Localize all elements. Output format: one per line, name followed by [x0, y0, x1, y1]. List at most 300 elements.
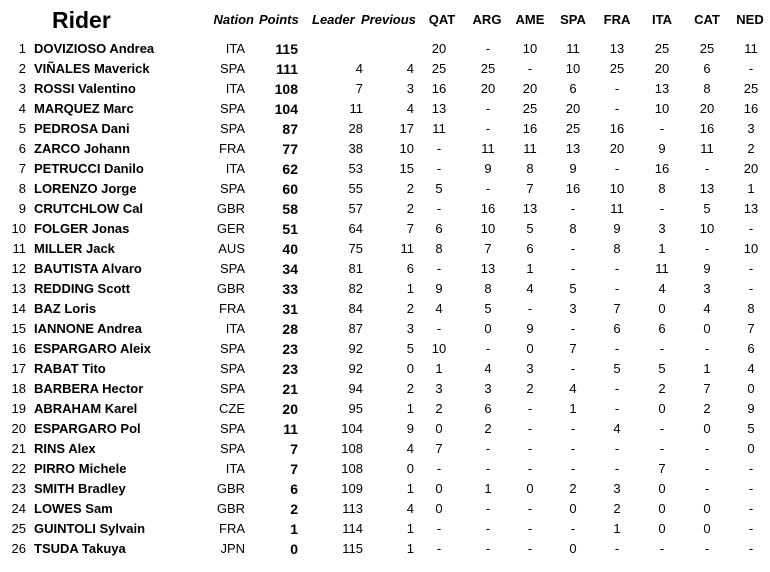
race-points-cell: 20: [480, 81, 496, 96]
leader-gap-cell: 113: [342, 501, 363, 516]
previous-gap-cell: 4: [406, 441, 414, 456]
race-points-cell: 0: [526, 481, 534, 496]
table-row: [0, 439, 770, 459]
race-points-cell: 9: [703, 261, 711, 276]
position-cell: 26: [11, 541, 26, 556]
race-points-cell: -: [748, 521, 754, 536]
race-points-cell: -: [570, 521, 576, 536]
race-points-cell: -: [614, 541, 620, 556]
race-points-cell: 1: [703, 361, 711, 376]
race-points-cell: 2: [658, 381, 666, 396]
race-points-cell: 9: [435, 281, 443, 296]
race-points-cell: 9: [569, 161, 577, 176]
race-points-cell: 25: [609, 61, 625, 76]
race-points-cell: -: [748, 501, 754, 516]
race-points-cell: -: [614, 161, 620, 176]
race-points-cell: 8: [526, 161, 534, 176]
race-points-cell: -: [436, 261, 442, 276]
rider-name-cell: RINS Alex: [34, 441, 96, 456]
leader-gap-cell: 4: [355, 61, 363, 76]
race-points-cell: 2: [569, 481, 577, 496]
previous-gap-cell: 1: [406, 541, 414, 556]
race-points-cell: 1: [569, 401, 577, 416]
race-points-cell: -: [436, 201, 442, 216]
table-row: [0, 379, 770, 399]
previous-gap-cell: 4: [406, 501, 414, 516]
race-points-cell: 0: [703, 321, 711, 336]
race-points-cell: 10: [609, 181, 625, 196]
position-cell: 18: [11, 381, 26, 396]
points-cell: 2: [290, 501, 298, 517]
nation-cell: FRA: [219, 521, 245, 536]
points-cell: 7: [290, 461, 298, 477]
race-points-cell: 10: [480, 221, 496, 236]
leader-gap-cell: 82: [348, 281, 363, 296]
race-points-cell: -: [704, 161, 710, 176]
race-points-cell: -: [436, 461, 442, 476]
table-row: [0, 39, 770, 59]
table-row: [0, 419, 770, 439]
race-points-cell: -: [485, 521, 491, 536]
race-points-cell: 11: [566, 41, 580, 56]
table-row: [0, 179, 770, 199]
rider-name-cell: ESPARGARO Pol: [34, 421, 141, 436]
leader-gap-cell: 108: [341, 461, 363, 476]
position-cell: 13: [11, 281, 26, 296]
race-points-cell: -: [570, 361, 576, 376]
points-cell: 11: [283, 421, 298, 437]
leader-gap-cell: 92: [348, 341, 363, 356]
race-points-cell: 4: [484, 361, 492, 376]
race-points-cell: 16: [743, 101, 759, 116]
position-cell: 7: [18, 161, 26, 176]
race-points-cell: -: [485, 41, 491, 56]
race-points-cell: 16: [565, 181, 581, 196]
table-row: [0, 279, 770, 299]
nation-cell: SPA: [219, 261, 245, 276]
leader-gap-cell: 115: [342, 541, 363, 556]
rider-name-cell: LOWES Sam: [34, 501, 113, 516]
rider-name-cell: PETRUCCI Danilo: [34, 161, 144, 176]
rider-name-cell: VIÑALES Maverick: [34, 61, 150, 76]
leader-gap-cell: [318, 39, 363, 59]
race-points-cell: 20: [743, 161, 759, 176]
leader-gap-cell: 104: [341, 421, 363, 436]
race-points-cell: -: [748, 481, 754, 496]
race-points-cell: -: [570, 321, 576, 336]
previous-gap-cell: 2: [406, 381, 414, 396]
rider-name-cell: BAZ Loris: [34, 301, 97, 316]
race-points-cell: -: [748, 221, 754, 236]
race-points-cell: 5: [435, 181, 443, 196]
race-points-cell: 10: [699, 221, 715, 236]
nation-cell: SPA: [219, 121, 245, 136]
leader-gap-cell: 64: [348, 221, 363, 236]
race-points-cell: 8: [435, 241, 443, 256]
points-cell: 1: [290, 521, 298, 537]
table-row: [0, 259, 770, 279]
race-points-cell: -: [704, 541, 710, 556]
leader-gap-cell: 57: [348, 201, 363, 216]
race-points-cell: -: [704, 241, 710, 256]
race-points-cell: 8: [569, 221, 577, 236]
race-points-cell: -: [614, 381, 620, 396]
points-cell: 28: [282, 321, 298, 337]
race-points-cell: 7: [747, 321, 755, 336]
rider-name-cell: ABRAHAM Karel: [34, 401, 138, 416]
race-points-cell: 9: [484, 161, 492, 176]
points-cell: 115: [275, 41, 298, 57]
points-cell: 40: [282, 241, 298, 257]
race-points-cell: -: [659, 441, 665, 456]
race-points-cell: 0: [658, 501, 666, 516]
previous-gap-cell: 1: [406, 521, 414, 536]
nation-cell: SPA: [219, 381, 245, 396]
race-points-cell: 3: [569, 301, 577, 316]
points-cell: 62: [282, 161, 298, 177]
race-points-cell: 6: [435, 221, 443, 236]
race-points-cell: 0: [658, 521, 666, 536]
race-points-cell: -: [659, 421, 665, 436]
table-row: [0, 119, 770, 139]
points-cell: 7: [290, 441, 298, 457]
rider-name-cell: PIRRO Michele: [34, 461, 127, 476]
race-points-cell: 1: [613, 521, 621, 536]
race-points-cell: 6: [703, 61, 711, 76]
race-points-cell: -: [436, 541, 442, 556]
race-points-cell: 3: [747, 121, 755, 136]
position-cell: 17: [11, 361, 26, 376]
race-points-cell: 9: [526, 321, 534, 336]
race-points-cell: 20: [431, 41, 447, 56]
race-points-cell: 11: [432, 121, 446, 136]
points-cell: 77: [282, 141, 298, 157]
race-points-cell: -: [527, 461, 533, 476]
race-points-cell: 25: [522, 101, 538, 116]
leader-gap-cell: 114: [342, 521, 363, 536]
nation-cell: GBR: [216, 481, 245, 496]
race-points-cell: 25: [743, 81, 759, 96]
position-cell: 23: [11, 481, 26, 496]
race-points-cell: -: [527, 541, 533, 556]
rider-name-cell: MARQUEZ Marc: [34, 101, 134, 116]
nation-cell: AUS: [218, 241, 245, 256]
race-points-cell: 0: [569, 541, 577, 556]
race-points-cell: 10: [743, 241, 759, 256]
race-points-cell: -: [485, 441, 491, 456]
table-row: [0, 539, 770, 559]
race-points-cell: -: [436, 321, 442, 336]
race-points-cell: 0: [703, 521, 711, 536]
race-points-cell: 0: [569, 501, 577, 516]
race-points-cell: 8: [484, 281, 492, 296]
previous-gap-cell: 0: [406, 461, 414, 476]
previous-gap-cell: 2: [406, 181, 414, 196]
race-points-cell: 4: [703, 301, 711, 316]
nation-cell: SPA: [219, 361, 245, 376]
position-cell: 11: [12, 241, 26, 256]
previous-gap-cell: 3: [406, 81, 414, 96]
race-points-cell: 2: [747, 141, 755, 156]
nation-cell: SPA: [219, 101, 245, 116]
position-cell: 25: [11, 521, 26, 536]
position-cell: 22: [11, 461, 26, 476]
race-points-cell: 20: [522, 81, 538, 96]
race-points-cell: 13: [480, 261, 496, 276]
table-row: [0, 219, 770, 239]
race-points-cell: -: [704, 481, 710, 496]
race-points-cell: 5: [613, 361, 621, 376]
race-points-cell: 20: [699, 101, 715, 116]
race-points-cell: 16: [480, 201, 496, 216]
previous-gap-cell: 9: [406, 421, 414, 436]
leader-gap-cell: 94: [348, 381, 363, 396]
race-points-cell: 6: [747, 341, 755, 356]
race-points-cell: 0: [658, 301, 666, 316]
position-cell: 8: [18, 181, 26, 196]
race-points-cell: 16: [522, 121, 538, 136]
race-points-cell: 9: [747, 401, 755, 416]
race-column-header: AME: [515, 12, 545, 27]
leader-gap-cell: 87: [348, 321, 363, 336]
race-points-cell: -: [527, 401, 533, 416]
race-points-cell: 7: [613, 301, 621, 316]
race-points-cell: 3: [613, 481, 621, 496]
position-cell: 4: [18, 101, 26, 116]
race-points-cell: 11: [655, 261, 669, 276]
race-points-cell: -: [704, 341, 710, 356]
position-cell: 1: [18, 41, 26, 56]
race-points-cell: 3: [658, 221, 666, 236]
points-cell: 60: [282, 181, 298, 197]
race-points-cell: -: [527, 501, 533, 516]
nation-cell: SPA: [219, 181, 245, 196]
race-points-cell: 25: [431, 61, 447, 76]
leader-gap-cell: 38: [348, 141, 363, 156]
race-column-header: ITA: [652, 12, 672, 27]
nation-cell: GER: [216, 221, 245, 236]
race-points-cell: 7: [658, 461, 666, 476]
rider-name-cell: REDDING Scott: [34, 281, 131, 296]
race-points-cell: -: [527, 61, 533, 76]
race-points-cell: -: [570, 261, 576, 276]
nation-cell: FRA: [219, 301, 245, 316]
race-points-cell: 6: [613, 321, 621, 336]
race-points-cell: 4: [526, 281, 534, 296]
table-row: [0, 239, 770, 259]
table-row: [0, 519, 770, 539]
race-points-cell: -: [748, 461, 754, 476]
race-points-cell: 20: [609, 141, 625, 156]
nation-cell: JPN: [220, 541, 245, 556]
race-points-cell: 16: [654, 161, 670, 176]
nation-cell: ITA: [225, 81, 245, 96]
race-points-cell: -: [704, 441, 710, 456]
race-points-cell: 13: [565, 141, 581, 156]
position-cell: 9: [18, 201, 26, 216]
race-points-cell: 3: [435, 381, 443, 396]
race-points-cell: 5: [658, 361, 666, 376]
race-column-header: FRA: [603, 12, 631, 27]
race-column-header: QAT: [428, 12, 456, 27]
position-cell: 15: [11, 321, 26, 336]
points-column-header: Points: [259, 12, 299, 27]
race-points-cell: 7: [435, 441, 443, 456]
race-points-cell: 0: [435, 481, 443, 496]
race-points-cell: -: [436, 521, 442, 536]
race-points-cell: -: [659, 201, 665, 216]
race-points-cell: -: [570, 441, 576, 456]
race-points-cell: -: [659, 341, 665, 356]
race-points-cell: 0: [658, 481, 666, 496]
position-cell: 24: [11, 501, 26, 516]
table-row: [0, 199, 770, 219]
position-cell: 10: [11, 221, 26, 236]
race-points-cell: -: [570, 241, 576, 256]
race-points-cell: -: [527, 301, 533, 316]
leader-gap-cell: 81: [348, 261, 363, 276]
position-cell: 2: [18, 61, 26, 76]
leader-gap-cell: 84: [348, 301, 363, 316]
race-points-cell: 7: [526, 181, 534, 196]
position-cell: 6: [18, 141, 26, 156]
rider-name-cell: SMITH Bradley: [34, 481, 126, 496]
race-points-cell: -: [748, 541, 754, 556]
race-points-cell: -: [748, 281, 754, 296]
race-points-cell: -: [527, 441, 533, 456]
race-points-cell: -: [485, 501, 491, 516]
points-cell: 34: [282, 261, 298, 277]
race-points-cell: 8: [613, 241, 621, 256]
rider-name-cell: GUINTOLI Sylvain: [34, 521, 146, 536]
race-points-cell: 10: [431, 341, 447, 356]
rider-name-cell: FOLGER Jonas: [34, 221, 130, 236]
nation-cell: ITA: [225, 321, 245, 336]
race-points-cell: -: [659, 541, 665, 556]
race-points-cell: 6: [569, 81, 577, 96]
previous-gap-cell: [370, 39, 414, 59]
leader-gap-cell: 75: [348, 241, 363, 256]
table-row: [0, 319, 770, 339]
race-points-cell: 13: [431, 101, 447, 116]
previous-gap-cell: 5: [406, 341, 414, 356]
race-points-cell: 2: [613, 501, 621, 516]
race-points-cell: 4: [435, 301, 443, 316]
race-points-cell: 1: [658, 241, 666, 256]
race-points-cell: -: [570, 201, 576, 216]
points-cell: 6: [290, 481, 298, 497]
race-points-cell: 20: [565, 101, 581, 116]
race-column-header: NED: [736, 12, 764, 27]
previous-gap-cell: 7: [406, 221, 414, 236]
nation-cell: SPA: [219, 341, 245, 356]
previous-gap-cell: 4: [406, 61, 414, 76]
points-cell: 0: [290, 541, 298, 557]
rider-name-cell: MILLER Jack: [34, 241, 115, 256]
race-points-cell: -: [527, 421, 533, 436]
nation-cell: FRA: [219, 141, 245, 156]
race-points-cell: 5: [484, 301, 492, 316]
points-cell: 108: [274, 81, 298, 97]
race-points-cell: 3: [484, 381, 492, 396]
leader-gap-cell: 95: [348, 401, 363, 416]
race-points-cell: -: [485, 541, 491, 556]
race-points-cell: -: [614, 441, 620, 456]
race-points-cell: 0: [435, 421, 443, 436]
nation-cell: GBR: [216, 201, 245, 216]
race-points-cell: -: [704, 461, 710, 476]
race-points-cell: 25: [699, 41, 715, 56]
previous-gap-cell: 2: [406, 201, 414, 216]
position-cell: 14: [11, 301, 26, 316]
rider-column-header: Rider: [52, 7, 111, 33]
race-points-cell: 0: [526, 341, 534, 356]
nation-cell: GBR: [216, 501, 245, 516]
race-points-cell: 20: [654, 61, 670, 76]
race-points-cell: 6: [658, 321, 666, 336]
rider-name-cell: DOVIZIOSO Andrea: [34, 41, 155, 56]
race-points-cell: -: [570, 421, 576, 436]
rider-name-cell: LORENZO Jorge: [34, 181, 137, 196]
points-cell: 21: [282, 381, 298, 397]
race-points-cell: 13: [699, 181, 715, 196]
race-points-cell: 5: [747, 421, 755, 436]
header-row: [0, 7, 770, 33]
points-cell: 33: [282, 281, 298, 297]
race-points-cell: 4: [747, 361, 755, 376]
race-points-cell: -: [436, 161, 442, 176]
position-cell: 21: [11, 441, 26, 456]
race-points-cell: 7: [484, 241, 492, 256]
previous-gap-cell: 2: [406, 301, 414, 316]
race-points-cell: -: [614, 81, 620, 96]
race-points-cell: 4: [613, 421, 621, 436]
race-points-cell: 7: [569, 341, 577, 356]
table-row: [0, 479, 770, 499]
race-points-cell: -: [485, 181, 491, 196]
rider-name-cell: ESPARGARO Aleix: [34, 341, 152, 356]
previous-gap-cell: 15: [399, 161, 414, 176]
race-points-cell: 5: [569, 281, 577, 296]
race-points-cell: 11: [481, 141, 495, 156]
race-points-cell: -: [748, 261, 754, 276]
leader-column-header: Leader: [312, 12, 355, 27]
table-row: [0, 139, 770, 159]
race-points-cell: 13: [522, 201, 538, 216]
race-points-cell: 13: [743, 201, 759, 216]
race-points-cell: 8: [703, 81, 711, 96]
leader-gap-cell: 109: [341, 481, 363, 496]
race-points-cell: 11: [523, 141, 537, 156]
race-points-cell: 25: [565, 121, 581, 136]
rider-name-cell: PEDROSA Dani: [34, 121, 130, 136]
rider-name-cell: RABAT Tito: [34, 361, 106, 376]
previous-gap-cell: 11: [400, 241, 414, 256]
points-cell: 87: [282, 121, 298, 137]
position-cell: 19: [11, 401, 26, 416]
race-points-cell: -: [659, 121, 665, 136]
race-points-cell: 5: [526, 221, 534, 236]
previous-gap-cell: 1: [406, 481, 414, 496]
race-points-cell: 11: [700, 141, 714, 156]
race-points-cell: 25: [480, 61, 496, 76]
race-points-cell: 11: [610, 201, 624, 216]
previous-gap-cell: 1: [406, 401, 414, 416]
race-points-cell: -: [485, 101, 491, 116]
table-row: [0, 299, 770, 319]
race-points-cell: -: [436, 141, 442, 156]
table-row: [0, 99, 770, 119]
